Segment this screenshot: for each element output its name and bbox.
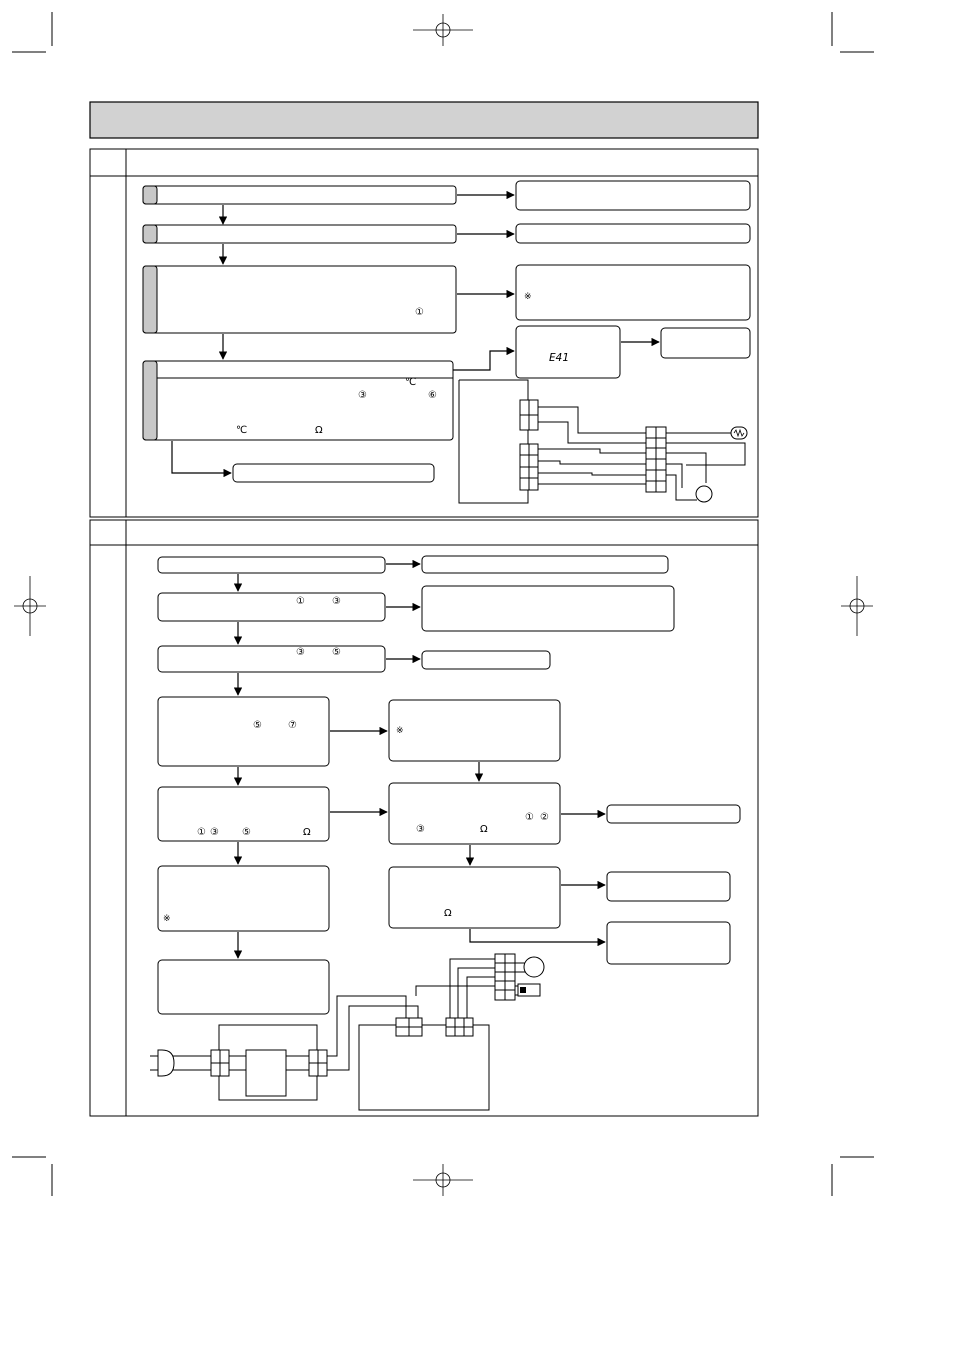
note-mark: ※: [163, 914, 171, 924]
resistance-unit: Ω: [315, 425, 323, 436]
result-box: [516, 224, 750, 243]
registration-target-icon: [413, 14, 473, 46]
terminal-mark: ②: [540, 812, 549, 823]
result-box: [516, 181, 750, 210]
result-box: [607, 805, 740, 823]
result-box: [422, 651, 550, 669]
resistance-unit: Ω: [303, 827, 311, 838]
error-code-display: E41: [549, 351, 569, 364]
result-box: [516, 265, 750, 320]
flow-step: [143, 186, 456, 204]
flow-step: [158, 593, 385, 621]
motor-icon: [696, 486, 712, 502]
resistance-unit: Ω: [480, 824, 488, 835]
flow-step: [158, 557, 385, 573]
terminal-mark: ⑤: [332, 647, 341, 658]
power-plug-icon: [150, 1050, 174, 1076]
result-box: [389, 867, 560, 928]
terminal-mark: ③: [296, 647, 305, 658]
terminal-mark: ③: [210, 827, 219, 838]
note-mark: ※: [524, 292, 532, 302]
registration-target-icon: [841, 576, 873, 636]
result-box: [661, 328, 750, 358]
temperature-unit: ℃: [236, 425, 248, 436]
flow-step: [158, 697, 329, 766]
header-band: [90, 102, 758, 138]
flow-step: [143, 266, 456, 333]
note-mark: ※: [396, 726, 404, 736]
flow-step: [158, 646, 385, 672]
wiring-diagram-1: [459, 380, 745, 503]
flow-step: [158, 866, 329, 931]
result-box: [422, 556, 668, 573]
motor-icon: [524, 957, 544, 977]
terminal-mark: ①: [296, 596, 305, 607]
terminal-mark: ③: [332, 596, 341, 607]
result-box: [607, 872, 730, 901]
resistance-unit: Ω: [444, 908, 452, 919]
result-box: [233, 464, 434, 482]
terminal-mark: ③: [358, 390, 367, 401]
terminal-mark: ⑥: [428, 390, 437, 401]
connector-icon: [518, 984, 540, 996]
terminal-mark: ①: [525, 812, 534, 823]
terminal-mark: ⑤: [242, 827, 251, 838]
registration-target-icon: [413, 1164, 473, 1196]
registration-target-icon: [14, 576, 46, 636]
result-box: [422, 586, 674, 631]
temperature-unit: ℃: [405, 377, 417, 388]
terminal-mark: ③: [416, 824, 425, 835]
flow-step: [158, 960, 329, 1014]
flow-step: [143, 361, 453, 440]
result-box: [607, 922, 730, 964]
terminal-mark: ⑤: [253, 720, 262, 731]
terminal-mark: ①: [415, 307, 424, 318]
terminal-mark: ①: [197, 827, 206, 838]
result-box: [389, 783, 560, 844]
terminal-mark: ⑦: [288, 720, 297, 731]
thermistor-icon: [731, 427, 747, 439]
flow-step: [143, 225, 456, 243]
result-box: [389, 700, 560, 761]
